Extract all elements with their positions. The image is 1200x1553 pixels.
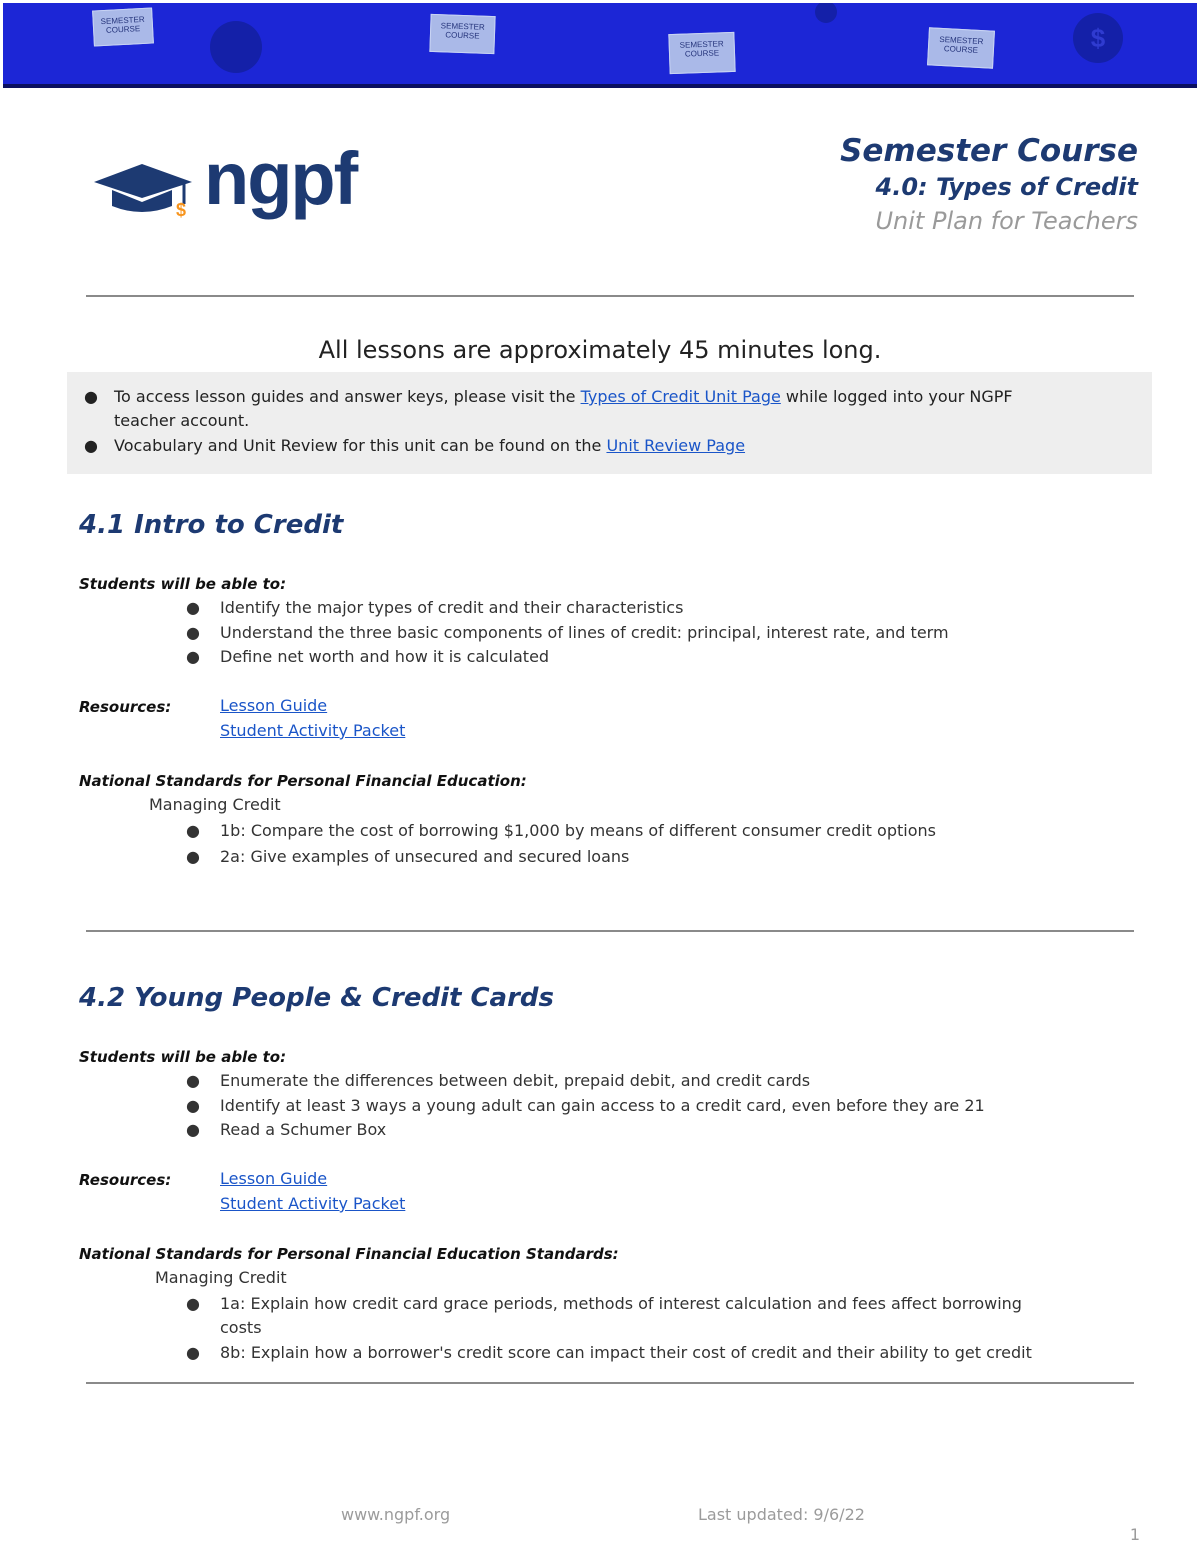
- notice-text: while logged into your NGPF: [780, 387, 1013, 406]
- standards-area: Managing Credit: [155, 1268, 287, 1287]
- bullet-icon: ●: [186, 847, 200, 866]
- resources-label: Resources:: [79, 1171, 172, 1189]
- objective-item: ● Identify at least 3 ways a young adult can gain access to a credit card, even before they are 21: [220, 1094, 1120, 1118]
- banner-tag: SEMESTER COURSE: [668, 32, 735, 74]
- standard-item: ● 1b: Compare the cost of borrowing $1,000 by means of different consumer credit options: [220, 819, 1120, 843]
- notice-box: [67, 372, 1152, 474]
- objective-item: ● Enumerate the differences between debit, prepaid debit, and credit cards: [220, 1069, 1120, 1093]
- bullet-icon: ●: [84, 387, 98, 406]
- unit-review-link[interactable]: Unit Review Page: [606, 436, 746, 455]
- gauge-icon: [210, 21, 262, 73]
- objectives-label: Students will be able to:: [79, 1048, 287, 1066]
- banner-tag: SEMESTER COURSE: [429, 14, 495, 54]
- logo-wordmark: ngpf: [204, 137, 357, 220]
- bullet-icon: ●: [186, 1071, 200, 1090]
- standards-label: National Standards for Personal Financial Education Standards:: [79, 1245, 619, 1263]
- section-title: 4.2 Young People & Credit Cards: [79, 983, 554, 1013]
- standards-label: National Standards for Personal Financial Education:: [79, 772, 527, 790]
- bullet-icon: ●: [186, 1120, 200, 1139]
- lesson-length-note: All lessons are approximately 45 minutes long.: [318, 336, 882, 364]
- section-title: 4.1 Intro to Credit: [79, 510, 344, 540]
- clock-icon: [815, 3, 837, 23]
- standard-item: ● 1a: Explain how credit card grace periods, methods of interest calculation and fees affect borrowing: [220, 1292, 1120, 1316]
- svg-text:$: $: [176, 200, 187, 220]
- plan-subtitle: Unit Plan for Teachers: [875, 207, 1138, 235]
- course-title: Semester Course: [840, 133, 1138, 169]
- bullet-icon: ●: [186, 623, 200, 642]
- notice-text: Vocabulary and Unit Review for this unit can be found on the: [114, 436, 607, 455]
- dollar-icon: $: [1073, 13, 1123, 63]
- graduation-cap-icon: [92, 150, 202, 230]
- divider: [86, 930, 1134, 932]
- bullet-icon: ●: [84, 436, 98, 455]
- bullet-icon: ●: [186, 647, 200, 666]
- standard-item: ● 8b: Explain how a borrower's credit score can impact their cost of credit and their ability to get credit: [220, 1341, 1120, 1365]
- objective-item: ● Understand the three basic components of lines of credit: principal, interest rate, and term: [220, 621, 1120, 645]
- bullet-icon: ●: [186, 598, 200, 617]
- objective-item: ● Read a Schumer Box: [220, 1118, 1120, 1142]
- header-banner: [3, 3, 1197, 88]
- ngpf-logo: [92, 137, 382, 230]
- notice-text: To access lesson guides and answer keys, please visit the: [114, 387, 581, 406]
- divider: [86, 295, 1134, 297]
- banner-tag: SEMESTER COURSE: [927, 27, 995, 68]
- student-activity-packet-link[interactable]: Student Activity Packet: [220, 1194, 406, 1213]
- bullet-icon: ●: [186, 1343, 200, 1362]
- course-heading: [840, 132, 1138, 238]
- objectives-label: Students will be able to:: [79, 575, 287, 593]
- standard-item-continued: costs: [220, 1318, 262, 1337]
- standards-area: Managing Credit: [149, 795, 281, 814]
- lesson-guide-link[interactable]: Lesson Guide: [220, 696, 328, 715]
- notice-item-continued: [114, 409, 1124, 433]
- standard-item: ● 2a: Give examples of unsecured and secured loans: [220, 845, 1120, 869]
- student-activity-packet-link[interactable]: Student Activity Packet: [220, 721, 406, 740]
- resources-label: Resources:: [79, 698, 172, 716]
- bullet-icon: ●: [186, 1294, 200, 1313]
- unit-title: 4.0: Types of Credit: [875, 173, 1138, 201]
- banner-tag: SEMESTER COURSE: [92, 7, 154, 46]
- divider: [86, 1382, 1134, 1384]
- footer-updated: Last updated: 9/6/22: [698, 1505, 865, 1524]
- bullet-icon: ●: [186, 821, 200, 840]
- bullet-icon: ●: [186, 1096, 200, 1115]
- objective-item: ● Define net worth and how it is calculated: [220, 645, 1120, 669]
- objective-item: ● Identify the major types of credit and their characteristics: [220, 596, 1120, 620]
- notice-item: [84, 385, 1124, 409]
- page-number: 1: [1129, 1525, 1140, 1544]
- unit-page-link[interactable]: Types of Credit Unit Page: [580, 387, 781, 406]
- notice-text: teacher account.: [114, 411, 250, 430]
- footer-website[interactable]: www.ngpf.org: [341, 1505, 451, 1524]
- notice-item: [84, 434, 1124, 458]
- lesson-guide-link[interactable]: Lesson Guide: [220, 1169, 328, 1188]
